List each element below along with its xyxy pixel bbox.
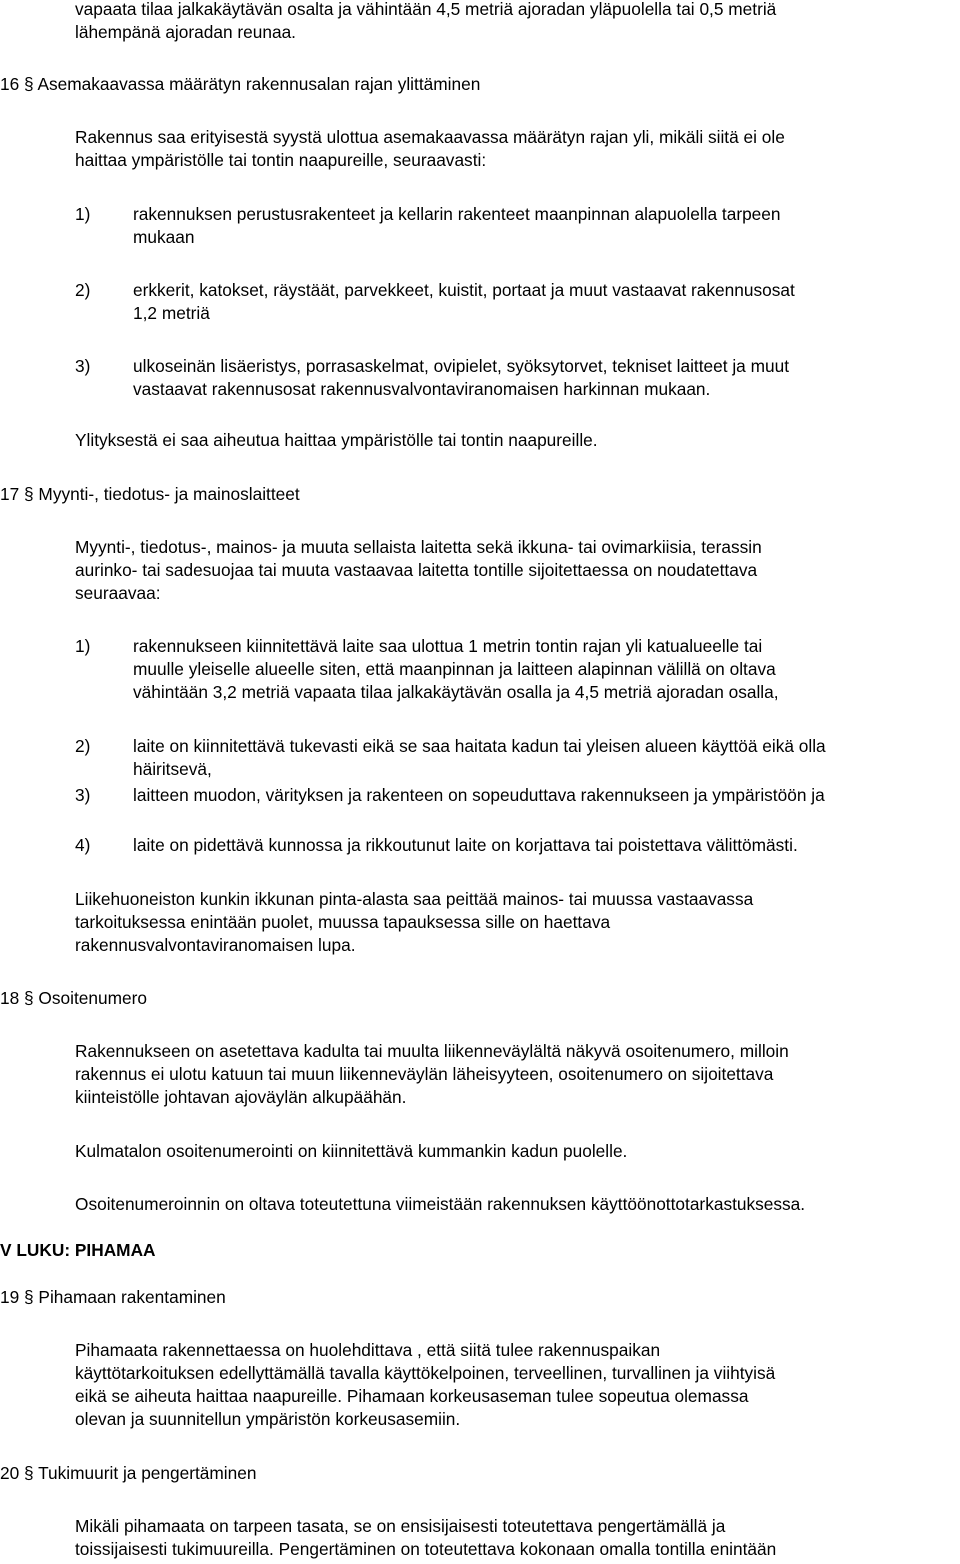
list-item-number: 2) bbox=[75, 280, 91, 300]
section-18-paragraph: Kulmatalon osoitenumerointi on kiinnitettävä kummankin kadun puolelle. bbox=[75, 1141, 628, 1161]
list-item-text: mukaan bbox=[133, 227, 195, 247]
section-17-intro-line: aurinko- tai sadesuojaa tai muuta vastaavaa laitetta tontille sijoitettaessa on noudatettava bbox=[75, 560, 758, 580]
list-item-text: rakennuksen perustusrakenteet ja kellarin rakenteet maanpinnan alapuolella tarpeen bbox=[133, 204, 781, 224]
section-18-paragraph-line: Rakennukseen on asetettava kadulta tai muulta liikenneväylältä näkyvä osoitenumero, milloin bbox=[75, 1041, 789, 1061]
carry-over-line: lähempänä ajoradan reunaa. bbox=[75, 22, 296, 42]
list-item-number: 4) bbox=[75, 835, 91, 855]
section-17-closing-line: tarkoituksessa enintään puolet, muussa tapauksessa sille on haettava bbox=[75, 912, 611, 932]
list-item-number: 1) bbox=[75, 204, 91, 224]
section-20-paragraph-line: Mikäli pihamaata on tarpeen tasata, se on ensisijaisesti toteutettava pengertämällä ja bbox=[75, 1516, 726, 1536]
section-17-closing-line: Liikehuoneiston kunkin ikkunan pinta-alasta saa peittää mainos- tai muussa vastaavassa bbox=[75, 889, 754, 909]
section-16-closing: Ylityksestä ei saa aiheutua haittaa ympäristölle tai tontin naapureille. bbox=[75, 430, 598, 450]
section-19-paragraph-line: olevan ja suunnitellun ympäristön korkeusasemiin. bbox=[75, 1409, 461, 1429]
list-item-text: laitteen muodon, värityksen ja rakenteen on sopeuduttava rakennukseen ja ympäristöön ja bbox=[133, 785, 825, 805]
section-18-paragraph-line: kiinteistölle johtavan ajoväylän alkupäähän. bbox=[75, 1087, 407, 1107]
list-item-text: ulkoseinän lisäeristys, porrasaskelmat, ovipielet, syöksytorvet, tekniset laitteet ja muut bbox=[133, 356, 790, 376]
section-16-heading: 16 § Asemakaavassa määrätyn rakennusalan rajan ylittäminen bbox=[0, 74, 481, 94]
list-item-text: 1,2 metriä bbox=[133, 303, 210, 323]
section-20-heading: 20 § Tukimuurit ja pengertäminen bbox=[0, 1463, 257, 1483]
section-19-heading: 19 § Pihamaan rakentaminen bbox=[0, 1287, 226, 1307]
carry-over-line: vapaata tilaa jalkakäytävän osalta ja vähintään 4,5 metriä ajoradan yläpuolella tai 0,5 metriä bbox=[75, 0, 777, 19]
section-19-paragraph-line: eikä se aiheuta haittaa naapureille. Pihamaan korkeusaseman tulee sopeutua olemassa bbox=[75, 1386, 749, 1406]
list-item-text: häiritsevä, bbox=[133, 759, 212, 779]
list-item-number: 2) bbox=[75, 736, 91, 756]
section-16-intro-line: haittaa ympäristölle tai tontin naapureille, seuraavasti: bbox=[75, 150, 487, 170]
list-item-text: rakennukseen kiinnitettävä laite saa ulottua 1 metrin tontin rajan yli katualueelle tai bbox=[133, 636, 763, 656]
section-19-paragraph-line: Pihamaata rakennettaessa on huolehdittava , että siitä tulee rakennuspaikan bbox=[75, 1340, 661, 1360]
list-item-text: muulle yleiselle alueelle siten, että maanpinnan ja laitteen alapinnan välillä on oltava bbox=[133, 659, 776, 679]
section-18-heading: 18 § Osoitenumero bbox=[0, 988, 147, 1008]
section-19-paragraph-line: käyttötarkoituksen edellyttämällä tavalla käyttökelpoinen, terveellinen, turvallinen ja viihtyisä bbox=[75, 1363, 776, 1383]
section-17-intro-line: seuraavaa: bbox=[75, 583, 161, 603]
section-17-heading: 17 § Myynti-, tiedotus- ja mainoslaitteet bbox=[0, 484, 300, 504]
list-item-number: 1) bbox=[75, 636, 91, 656]
list-item-text: laite on pidettävä kunnossa ja rikkoutunut laite on korjattava tai poistettava välittömästi. bbox=[133, 835, 798, 855]
list-item-number: 3) bbox=[75, 356, 91, 376]
section-17-closing-line: rakennusvalvontaviranomaisen lupa. bbox=[75, 935, 356, 955]
list-item-text: laite on kiinnitettävä tukevasti eikä se saa haitata kadun tai yleisen alueen käyttöä eikä olla bbox=[133, 736, 826, 756]
section-20-paragraph-line: toissijaisesti tukimuureilla. Pengertäminen on toteutettava kokonaan omalla tontilla enintään bbox=[75, 1539, 777, 1559]
list-item-text: vastaavat rakennusosat rakennusvalvontaviranomaisen harkinnan mukaan. bbox=[133, 379, 711, 399]
list-item-text: erkkerit, katokset, räystäät, parvekkeet, kuistit, portaat ja muut vastaavat rakennusosat bbox=[133, 280, 795, 300]
list-item-number: 3) bbox=[75, 785, 91, 805]
section-17-intro-line: Myynti-, tiedotus-, mainos- ja muuta sellaista laitetta sekä ikkuna- tai ovimarkiisia, terassin bbox=[75, 537, 762, 557]
section-18-paragraph-line: rakennus ei ulotu katuun tai muun liikenneväylän läheisyyteen, osoitenumero on sijoitettava bbox=[75, 1064, 774, 1084]
section-16-intro-line: Rakennus saa erityisestä syystä ulottua asemakaavassa määrätyn rajan yli, mikäli siitä ei ole bbox=[75, 127, 785, 147]
chapter-title: V LUKU: PIHAMAA bbox=[0, 1240, 156, 1260]
section-18-paragraph: Osoitenumeroinnin on oltava toteutettuna viimeistään rakennuksen käyttöönottotarkastuksessa. bbox=[75, 1194, 806, 1214]
list-item-text: vähintään 3,2 metriä vapaata tilaa jalkakäytävän osalla ja 4,5 metriä ajoradan osalla, bbox=[133, 682, 779, 702]
